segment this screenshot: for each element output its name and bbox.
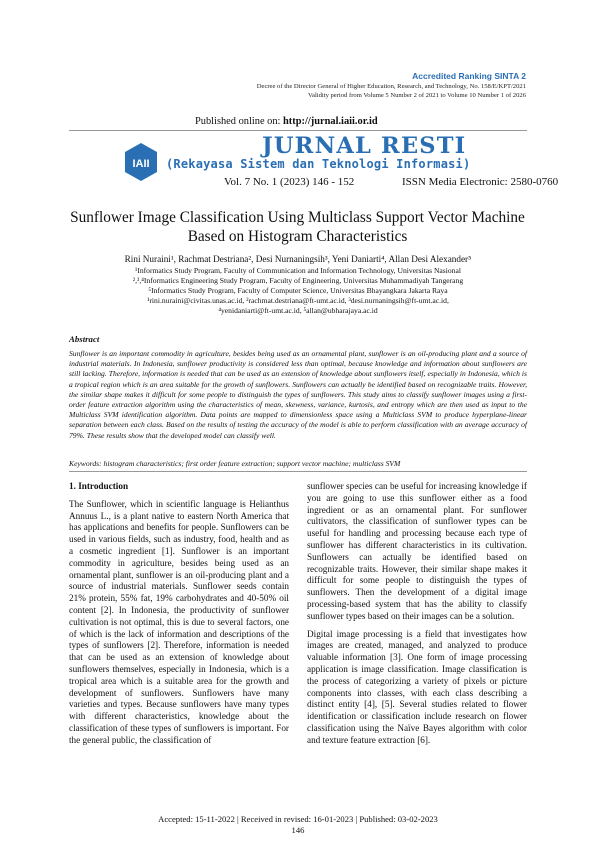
abstract-divider: [69, 471, 527, 472]
journal-subtitle: (Rekayasa Sistem dan Teknologi Informasi): [166, 157, 471, 171]
body-column-right: [307, 481, 527, 753]
author-emails-1: ¹rini.nuraini@civitas.unas.ac.id, ²rachmat.destriana@ft-umt.ac.id, ³desi.nurnaningsih@ft-umt.ac.id,: [147, 296, 449, 305]
page-number: 146: [291, 825, 305, 835]
paper-title-line-2: Based on Histogram Characteristics: [187, 228, 408, 245]
section-heading-introduction: 1. Introduction: [69, 481, 129, 491]
keywords-list: histogram characteristics; first order feature extraction; support vector machine; multiclass SVM: [101, 459, 401, 468]
paragraph: sunflower species can be useful for increasing knowledge if you are going to use this sunflower either as a food ingredient or as an ornamental plant. For sunflower cultivators, the classification of sunflower types can be useful for handling and processing because each type of sunflower has different characteristics in its cultivation. Sunflowers can actually be identified based on recognizable traits. However, their similar shape makes it difficult for some people to distinguish the types of sunflowers. Then the development of a digital image processing-based system that has the ability to classify sunflower types based on their images can be a solution.: [307, 481, 527, 621]
published-online: [195, 116, 378, 127]
decree-text: [166, 83, 526, 100]
logo-text: IAII: [132, 158, 150, 170]
keywords: [69, 459, 527, 468]
published-label: Published online on:: [195, 116, 284, 127]
affiliation-1: ¹Informatics Study Program, Faculty of Communication and Information Technology, Universitas Nasional: [135, 266, 461, 275]
accreditation-label: Accredited Ranking SINTA 2: [412, 71, 526, 81]
body-column-left: [69, 481, 289, 753]
affiliation-3: ⁵Informatics Study Program, Faculty of Computer Science, Universitas Bhayangkara Jakarta Raya: [148, 286, 448, 295]
iaii-logo-icon: [120, 141, 162, 183]
volume-info: Vol. 7 No. 1 (2023) 146 - 152: [224, 176, 355, 188]
paper-title: [60, 208, 535, 246]
author-emails-2: ⁴yenidaniarti@ft-umt.ac.id, ⁵allan@ubharajaya.ac.id: [218, 306, 378, 315]
publication-dates: Accepted: 15-11-2022 | Received in revised: 16-01-2023 | Published: 03-02-2023: [158, 814, 438, 824]
paragraph: Digital image processing is a field that investigates how images are created, managed, and analyzed to produce valuable information [3]. One form of image processing application is image classification. Image classification is the process of categorizing a variety of pixels or picture components into classes, with each class describing a distinct entity [4], [5]. Several studies related to flower identification or classification include research on flower classification using the Naïve Bayes algorithm with color and texture feature extraction [6].: [307, 628, 527, 745]
keywords-label: Keywords:: [69, 459, 102, 468]
paragraph: The Sunflower, which in scientific language is Helianthus Annuus L., is a plant native to eastern North America that has applications and benefits for people. Sunflowers can be used in various fields, such as industry, food, health and as a cosmetic ingredient [1]. Sunflower is an important commodity in agriculture, besides being used as an ornamental plant, sunflower is an oil-producing plant and a source of industrial materials. Sunflower seeds contain 21% protein, 55% fat, 19% carbohydrates and 40-50% oil content [2]. In Indonesia, the productivity of sunflower cultivation is not optimal, this is due to several factors, one of which is the lack of information and descriptions of the types of sunflowers [2]. Therefore, information is needed that can be used as an extension of knowledge about sunflowers themselves, especially in Indonesia, which is a tropical area which is a suitable area for the growth and development of sunflowers. Sunflowers have many varieties and types. Because sunflowers have many types with different characteristics, knowledge about the classification of these types of sunflowers is important. For the general public, the classification of: [69, 498, 289, 745]
decree-line-1: Decree of the Director General of Higher Education, Research, and Technology, No. 158/E/KPT/2021: [256, 83, 526, 90]
journal-title: JURNAL RESTI: [262, 133, 467, 159]
author-list: Rini Nuraini¹, Rachmat Destriana², Desi Nurnaningsih³, Yeni Daniarti⁴, Allan Desi Alexander⁵: [124, 254, 472, 264]
abstract-heading: Abstract: [69, 334, 100, 344]
paper-title-line-1: Sunflower Image Classification Using Multiclass Support Vector Machine: [70, 209, 525, 226]
abstract-text: Sunflower is an important commodity in agriculture, besides being used as an ornamental plant, sunflower is an oil-producing plant and a source of industrial materials. In Indonesia, sunflower productivity is considered less than optimal, because knowledge and information about sunflowers are still lacking. Therefore, information is needed that can be used as an extension of knowledge about sunflowers itself, especially in Indonesia, which is a tropical region which is an area suitable for the growth of sunflowers. Sunflowers can actually be identified based on recognizable traits. However, the similar shape makes it difficult for some people to distinguish the types of sunflowers. This study aims to classify sunflower images using a first-order feature extraction algorithm using the characteristics of mean, skewness, variance, kurtosis, and entropy which are then used as input to the Multiclass SVM identification algorithm. Data points are mapped to dimensionless space using a Multiclass SVM to produce hyperplane-linear separation between each class. Based on the results of testing the accuracy of the model is able to perform classification with an average accuracy of 79%. These results show that the developed model can classify well.: [69, 349, 527, 440]
decree-line-2: Validity period from Volume 5 Number 2 of 2021 to Volume 10 Number 1 of 2026: [307, 91, 526, 99]
journal-url-link[interactable]: http://jurnal.iaii.or.id: [283, 116, 378, 127]
header-divider: [69, 130, 527, 131]
issn-info: ISSN Media Electronic: 2580-0760: [402, 176, 559, 188]
affiliation-2: ²,³,⁴Informatics Engineering Study Program, Faculty of Engineering, Universitas Muhammadiyah Tangerang: [132, 276, 464, 285]
